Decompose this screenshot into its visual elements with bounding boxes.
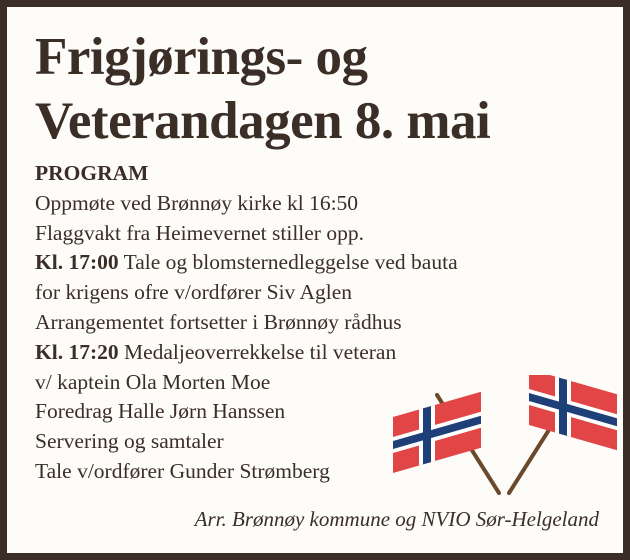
program-line: v/ kaptein Ola Morten Moe	[35, 369, 271, 394]
program-line: for krigens ofre v/ordfører Siv Aglen	[35, 280, 353, 305]
program-line: Oppmøte ved Brønnøy kirke kl 16:50	[35, 190, 359, 215]
title-line-2: Veterandagen 8. mai	[35, 92, 491, 150]
program-line: Arrangementet fortsetter i Brønnøy rådhus	[35, 309, 402, 334]
program-line: Flaggvakt fra Heimevernet stiller opp.	[35, 220, 364, 245]
program-line: Servering og samtaler	[35, 429, 224, 454]
organizer-credit: Arr. Brønnøy kommune og NVIO Sør-Helgeland	[194, 507, 599, 531]
program-heading: PROGRAM	[35, 161, 149, 185]
page-title	[35, 25, 490, 153]
crossed-norwegian-flags-icon	[385, 375, 625, 500]
program-line: Kl. 17:20 Medaljeoverrekkelse til veteran	[35, 339, 397, 364]
program-line: Kl. 17:00 Tale og blomsternedleggelse ved bauta	[35, 250, 458, 275]
program-line: Foredrag Halle Jørn Hanssen	[35, 399, 286, 424]
program-line: Tale v/ordfører Gunder Strømberg	[35, 458, 330, 483]
title-line-1: Frigjørings- og	[35, 28, 368, 86]
